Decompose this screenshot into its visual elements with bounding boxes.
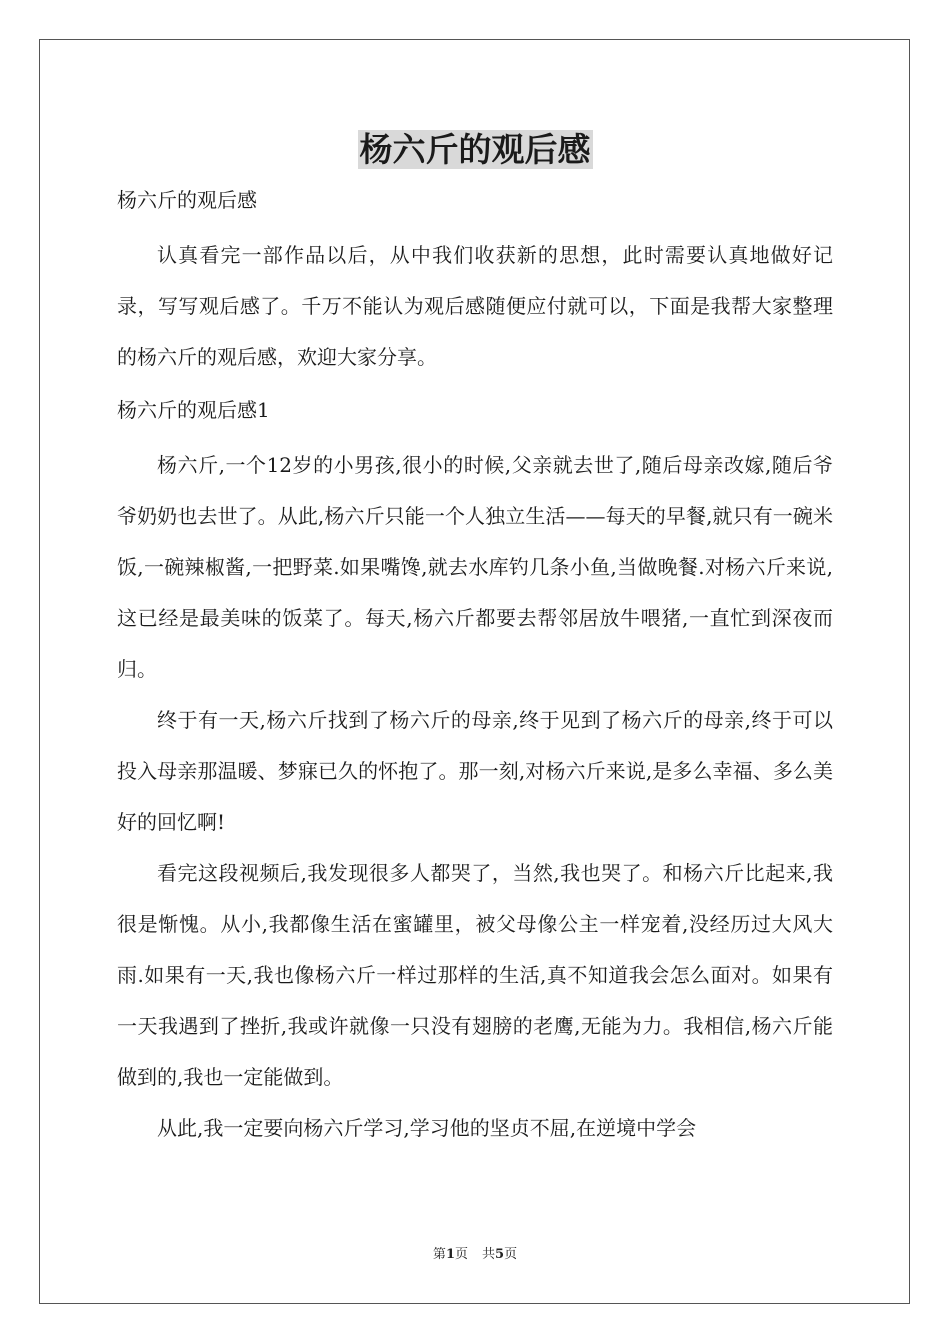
intro-paragraph: 认真看完一部作品以后，从中我们收获新的思想，此时需要认真地做好记录，写写观后感了。千万不能认为观后感随便应付就可以，下面是我帮大家整理的杨六斤的观后感，欢迎大家分享。: [117, 243, 833, 369]
body-paragraph-1: 杨六斤,一个12岁的小男孩,很小的时候,父亲就去世了,随后母亲改嫁,随后爷爷奶奶也去世了。从此,杨六斤只能一个人独立生活——每天的早餐,就只有一碗米饭,一碗辣椒酱,一把野菜.如果嘴馋,就去水库钓几条小鱼,当做晚餐.对杨六斤来说,这已经是最美味的饭菜了。每天,杨六斤都要去帮邻居放牛喂猪,一直忙到深夜而归。: [117, 453, 833, 681]
document-title-text: 杨六斤的观后感: [359, 130, 591, 169]
body-paragraph-2: 终于有一天,杨六斤找到了杨六斤的母亲,终于见到了杨六斤的母亲,终于可以投入母亲那温暖、梦寐已久的怀抱了。那一刻,对杨六斤来说,是多么幸福、多么美好的回忆啊!: [117, 708, 833, 834]
total-prefix: 共: [482, 1247, 496, 1262]
page-current: 1: [445, 1247, 455, 1262]
page-suffix: 页: [454, 1247, 468, 1262]
document-subtitle: 杨六斤的观后感: [117, 188, 257, 212]
section-heading: 杨六斤的观后感1: [117, 398, 270, 422]
body-paragraph-3: 看完这段视频后,我发现很多人都哭了，当然,我也哭了。和杨六斤比起来,我很是惭愧。从小,我都像生活在蜜罐里，被父母像公主一样宠着,没经历过大风大雨.如果有一天,我也像杨六斤一样过那样的生活,真不知道我会怎么面对。如果有一天我遇到了挫折,我或许就像一只没有翅膀的老鹰,无能为力。我相信,杨六斤能做到的,我也一定能做到。: [117, 861, 833, 1089]
document-body: [117, 176, 833, 1154]
page-footer: [0, 1245, 950, 1265]
body-paragraph-4: 从此,我一定要向杨六斤学习,学习他的坚贞不屈,在逆境中学会: [157, 1116, 697, 1140]
document-title: [0, 128, 950, 172]
total-suffix: 页: [504, 1247, 518, 1262]
total-pages: 5: [495, 1247, 505, 1262]
page-prefix: 第: [432, 1247, 446, 1262]
